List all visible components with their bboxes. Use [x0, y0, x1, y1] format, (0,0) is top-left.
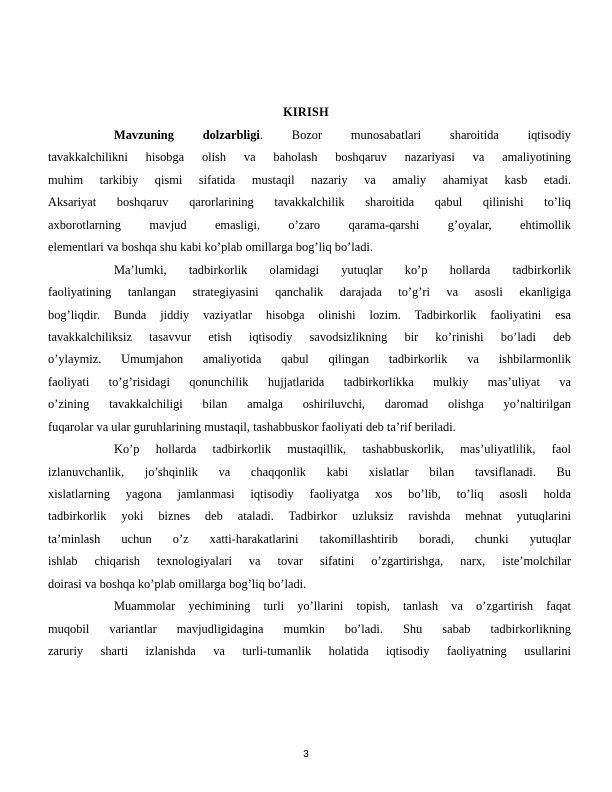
paragraph-line: axborotlarning mavjud emasligi, o’zaro qarama-qarshi g’oyalar, ehtimollik — [48, 217, 571, 232]
page-number: 3 — [303, 749, 309, 760]
paragraph-line: tavakkalchilikni hisobga olish va baholash boshqaruv nazariyasi va amaliyotining — [48, 150, 571, 165]
paragraph-line: Aksariyat boshqaruv qarorlarining tavakkalchilik sharoitida qabul qilinishi to’liq — [48, 195, 571, 210]
paragraph-line: faoliyati to’g’risidagi qonunchilik hujjatlarida tadbirkorlikka mulkiy mas’uliyat va — [48, 374, 571, 389]
paragraph-1 — [48, 124, 571, 259]
paragraph-line: o’ylaymiz. Umumjahon amaliyotida qabul qilingan tadbirkorlik va ishbilarmonlik — [48, 352, 571, 367]
paragraph-line: o’zining tavakkalchiligi bilan amalga oshiriluvchi, daromad olishga yo’naltirilgan — [48, 397, 571, 412]
paragraph-line: zaruriy sharti izlanishda va turli-tumanlik holatida iqtisodiy faoliyatning usullarini — [48, 644, 571, 659]
paragraph-line: elementlari va boshqa shu kabi ko’plab omillarga bog’liq bo’ladi. — [48, 240, 373, 255]
paragraph-4 — [48, 595, 571, 662]
paragraph-3 — [48, 438, 571, 595]
paragraph-2 — [48, 259, 571, 439]
paragraph-line: tadbirkorlik yoki biznes deb ataladi. Tadbirkor uzluksiz ravishda mehnat yutuqlarini — [48, 509, 571, 524]
paragraph-line: ta’minlash uchun o’z xatti-harakatlarini takomillashtirib boradi, chunki yutuqlar — [48, 531, 571, 546]
paragraph-line: doirasi va boshqa ko’plab omillarga bog’liq bo’ladi. — [48, 576, 307, 591]
paragraph-line: ishlab chiqarish texnologiyalari va tovar sifatini o’zgartirishga, narx, iste’molchilar — [48, 554, 571, 569]
paragraph-line: muqobil variantlar mavjudligidagina mumkin bo’ladi. Shu sabab tadbirkorlikning — [48, 621, 571, 636]
paragraph-line: izlanuvchanlik, jo’shqinlik va chaqqonlik kabi xislatlar bilan tavsiflanadi. Bu — [48, 464, 571, 479]
paragraph-line — [114, 124, 571, 146]
paragraph-line: fuqarolar va ular guruhlarining mustaqil, tashabbuskor faoliyati deb ta’rif beriladi. — [48, 419, 456, 434]
section-heading: KIRISH — [283, 105, 329, 119]
paragraph-line: Ma’lumki, tadbirkorlik olamidagi yutuqlar ko’p hollarda tadbirkorlik — [114, 262, 571, 277]
bold-lead-term: Mavzuning dolzarbligi — [114, 128, 260, 142]
paragraph-line: tavakkalchiliksiz tasavvur etish iqtisodiy savodsizlikning bir ko’rinishi bo’ladi deb — [48, 329, 571, 344]
paragraph-line: faoliyatining tanlangan strategiyasini qanchalik darajada to’g’ri va asosli ekanligiga — [48, 285, 571, 300]
paragraph-line: bog’liqdir. Bunda jiddiy vaziyatlar hisobga olinishi lozim. Tadbirkorlik faoliyatini esa — [48, 307, 571, 322]
body-text — [48, 124, 571, 663]
paragraph-line: Ko’p hollarda tadbirkorlik mustaqillik, tashabbuskorlik, mas’uliyatlilik, faol — [114, 442, 571, 457]
paragraph-line: muhim tarkibiy qismi sifatida mustaqil nazariy va amaliy ahamiyat kasb etadi. — [48, 172, 571, 187]
paragraph-line: xislatlarning yagona jamlanmasi iqtisodiy faoliyatga xos bo’lib, to’liq asosli holda — [48, 487, 571, 501]
paragraph-line: Muammolar yechimining turli yo’llarini topish, tanlash va o’zgartirish faqat — [114, 599, 571, 614]
line-text: . Bozor munosabatlari sharoitida iqtisodiy — [259, 128, 571, 142]
